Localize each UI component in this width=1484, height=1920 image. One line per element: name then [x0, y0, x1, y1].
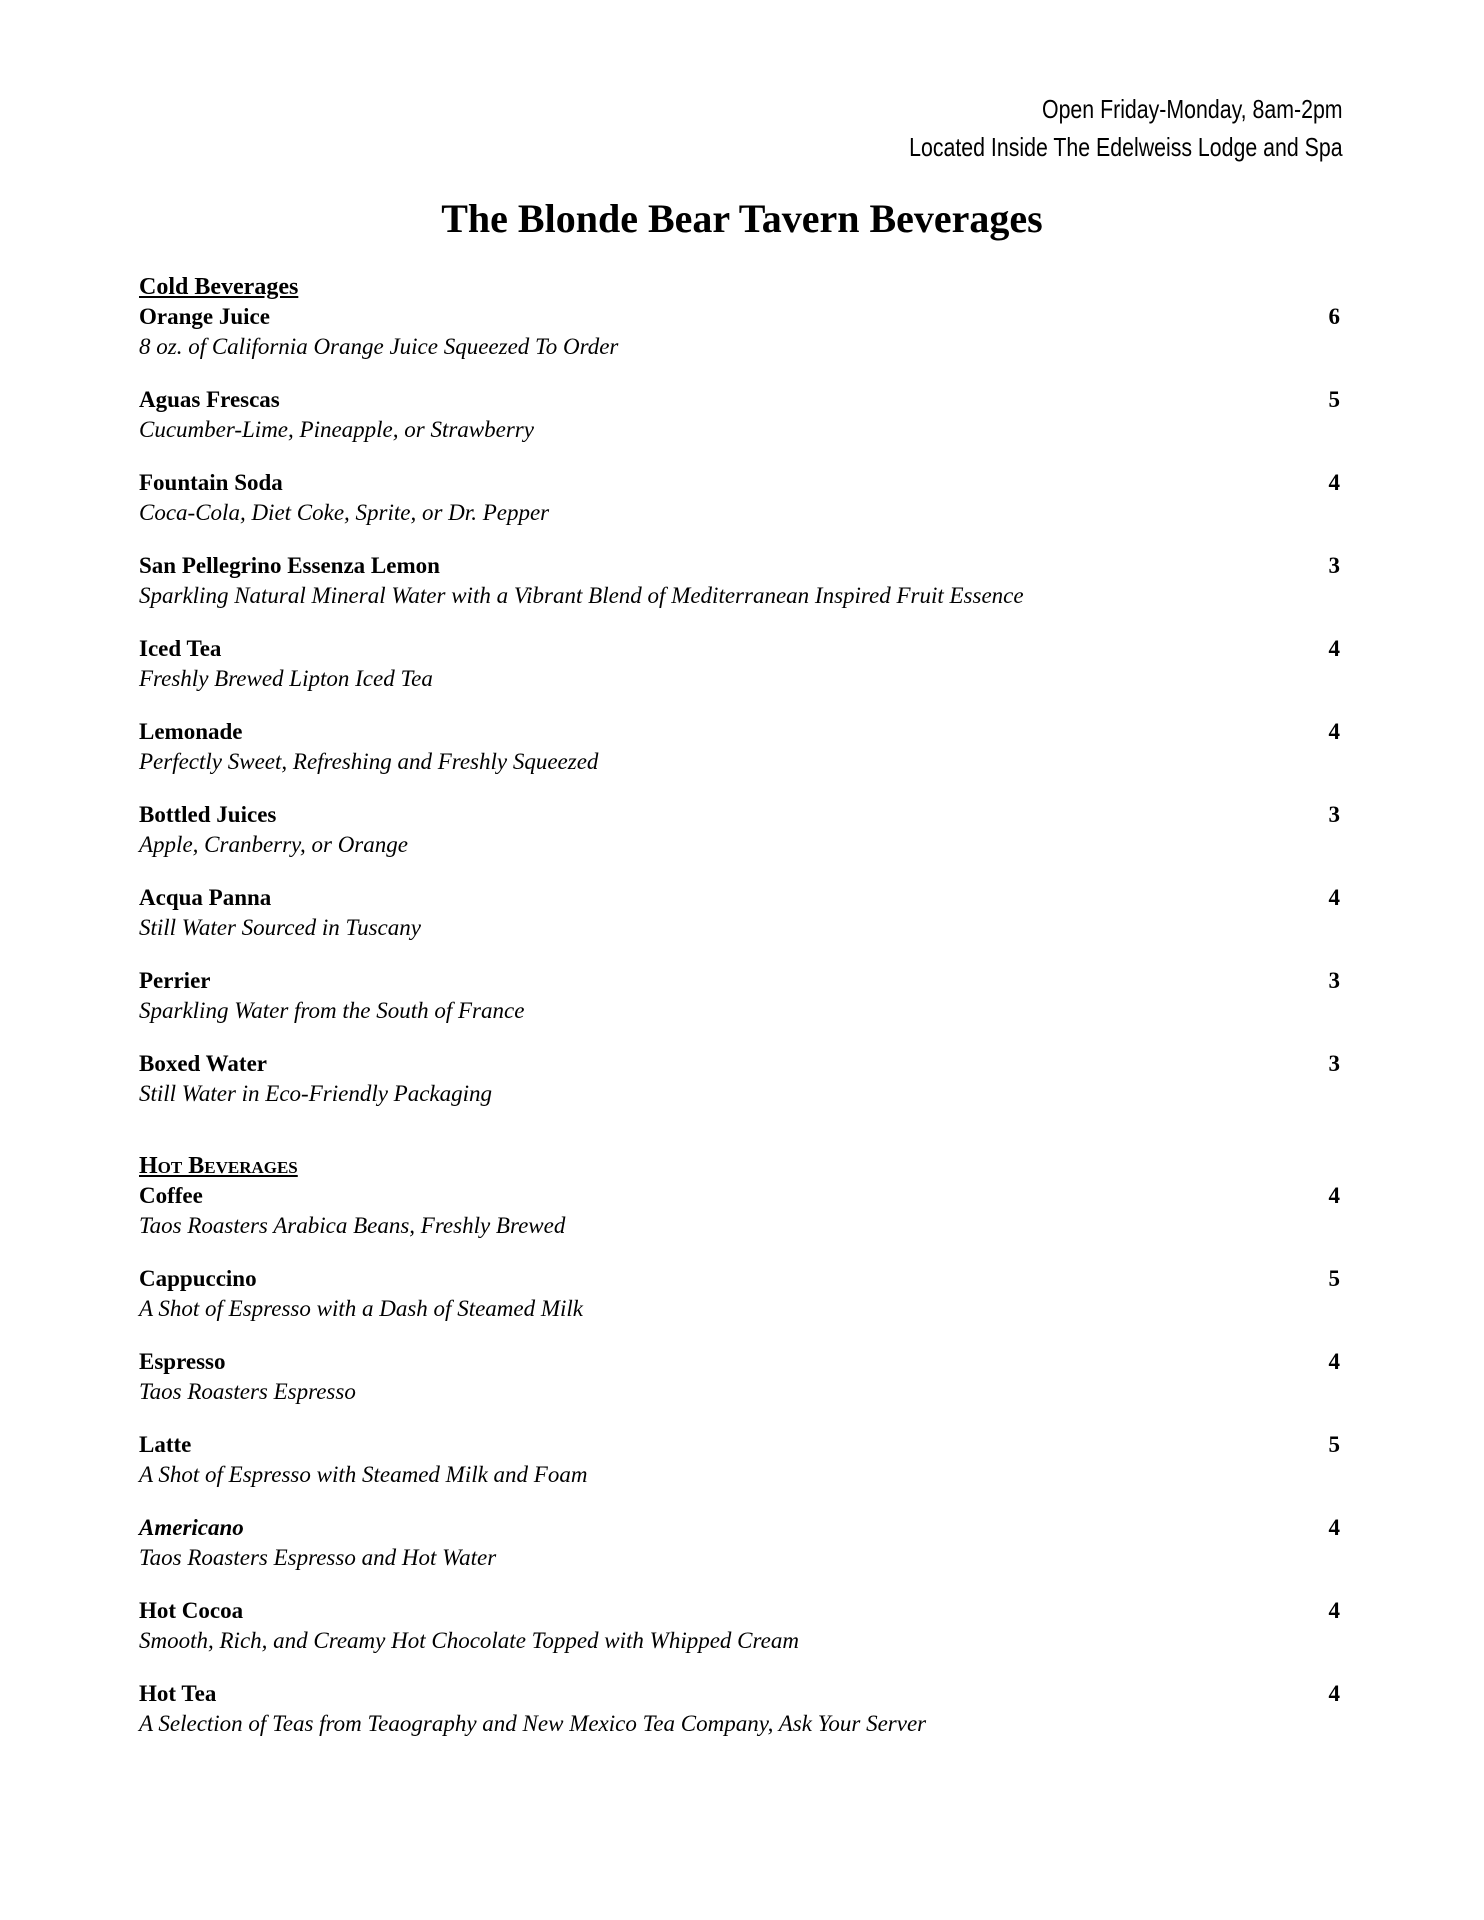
item-name: Latte	[139, 1432, 192, 1457]
page-title: The Blonde Bear Tavern Beverages	[441, 196, 1043, 241]
item-name: Perrier	[139, 968, 211, 993]
hours-text: Open Friday-Monday, 8am-2pm	[1042, 94, 1343, 124]
menu-item	[139, 1181, 1340, 1264]
menu-item	[139, 800, 1340, 883]
item-name: Lemonade	[139, 719, 243, 744]
item-price: 5	[1328, 1432, 1340, 1457]
hot-beverages-heading: Hot Beverages	[139, 1153, 298, 1179]
item-name: Bottled Juices	[139, 802, 277, 827]
item-description: 8 oz. of California Orange Juice Squeezed To Order	[139, 334, 619, 359]
item-price: 3	[1328, 553, 1340, 578]
item-name: Fountain Soda	[139, 470, 283, 495]
item-description: Apple, Cranberry, or Orange	[139, 832, 408, 857]
menu-item	[139, 1264, 1340, 1347]
item-name: Espresso	[139, 1349, 226, 1374]
menu-item	[139, 634, 1340, 717]
item-price: 3	[1328, 968, 1340, 993]
item-name: Boxed Water	[139, 1051, 267, 1076]
item-price: 4	[1328, 1681, 1340, 1706]
menu-item	[139, 1596, 1340, 1679]
item-description: Sparkling Water from the South of France	[139, 998, 525, 1023]
item-price: 4	[1328, 470, 1340, 495]
item-price: 4	[1328, 719, 1340, 744]
item-name: Iced Tea	[139, 636, 222, 661]
item-description: A Shot of Espresso with Steamed Milk and Foam	[139, 1462, 588, 1487]
item-name: Cappuccino	[139, 1266, 257, 1291]
item-description: Taos Roasters Espresso	[139, 1379, 356, 1404]
item-description: Taos Roasters Arabica Beans, Freshly Brewed	[139, 1213, 566, 1238]
item-price: 5	[1328, 1266, 1340, 1291]
item-description: Still Water Sourced in Tuscany	[139, 915, 421, 940]
item-description: Taos Roasters Espresso and Hot Water	[139, 1545, 497, 1570]
menu-item	[139, 302, 1340, 385]
item-description: Cucumber-Lime, Pineapple, or Strawberry	[139, 417, 534, 442]
item-description: Smooth, Rich, and Creamy Hot Chocolate Topped with Whipped Cream	[139, 1628, 799, 1653]
item-price: 4	[1328, 1183, 1340, 1208]
menu-item	[139, 551, 1340, 634]
menu-item	[139, 966, 1340, 1049]
menu-item	[139, 1430, 1340, 1513]
item-name: Hot Tea	[139, 1681, 217, 1706]
item-price: 4	[1328, 885, 1340, 910]
item-price: 3	[1328, 802, 1340, 827]
item-name: Hot Cocoa	[139, 1598, 244, 1623]
beverage-menu	[139, 272, 1340, 1762]
item-name: Acqua Panna	[139, 885, 272, 910]
hours-block	[910, 90, 1343, 166]
item-name: San Pellegrino Essenza Lemon	[139, 553, 440, 578]
item-price: 4	[1328, 636, 1340, 661]
item-price: 5	[1328, 387, 1340, 412]
item-description: Coca-Cola, Diet Coke, Sprite, or Dr. Pepper	[139, 500, 550, 525]
item-name: Americano	[139, 1515, 244, 1540]
item-price: 4	[1328, 1515, 1340, 1540]
location-text: Located Inside The Edelweiss Lodge and Spa	[909, 132, 1343, 162]
item-description: Still Water in Eco-Friendly Packaging	[139, 1081, 493, 1106]
menu-item	[139, 1347, 1340, 1430]
item-description: A Shot of Espresso with a Dash of Steamed Milk	[139, 1296, 584, 1321]
item-description: A Selection of Teas from Teaography and New Mexico Tea Company, Ask Your Server	[139, 1711, 927, 1736]
item-price: 3	[1328, 1051, 1340, 1076]
menu-item	[139, 883, 1340, 966]
item-price: 6	[1328, 304, 1340, 329]
item-description: Perfectly Sweet, Refreshing and Freshly Squeezed	[139, 749, 599, 774]
menu-item	[139, 1679, 1340, 1762]
item-description: Sparkling Natural Mineral Water with a Vibrant Blend of Mediterranean Inspired Fruit Essence	[139, 583, 1024, 608]
item-price: 4	[1328, 1598, 1340, 1623]
cold-beverages-heading: Cold Beverages	[139, 274, 299, 300]
menu-item	[139, 1513, 1340, 1596]
menu-item	[139, 717, 1340, 800]
item-name: Aguas Frescas	[139, 387, 280, 412]
item-price: 4	[1328, 1349, 1340, 1374]
item-description: Freshly Brewed Lipton Iced Tea	[139, 666, 433, 691]
menu-item	[139, 385, 1340, 468]
item-name: Orange Juice	[139, 304, 270, 329]
menu-item	[139, 468, 1340, 551]
menu-item	[139, 1049, 1340, 1132]
item-name: Coffee	[139, 1183, 203, 1208]
